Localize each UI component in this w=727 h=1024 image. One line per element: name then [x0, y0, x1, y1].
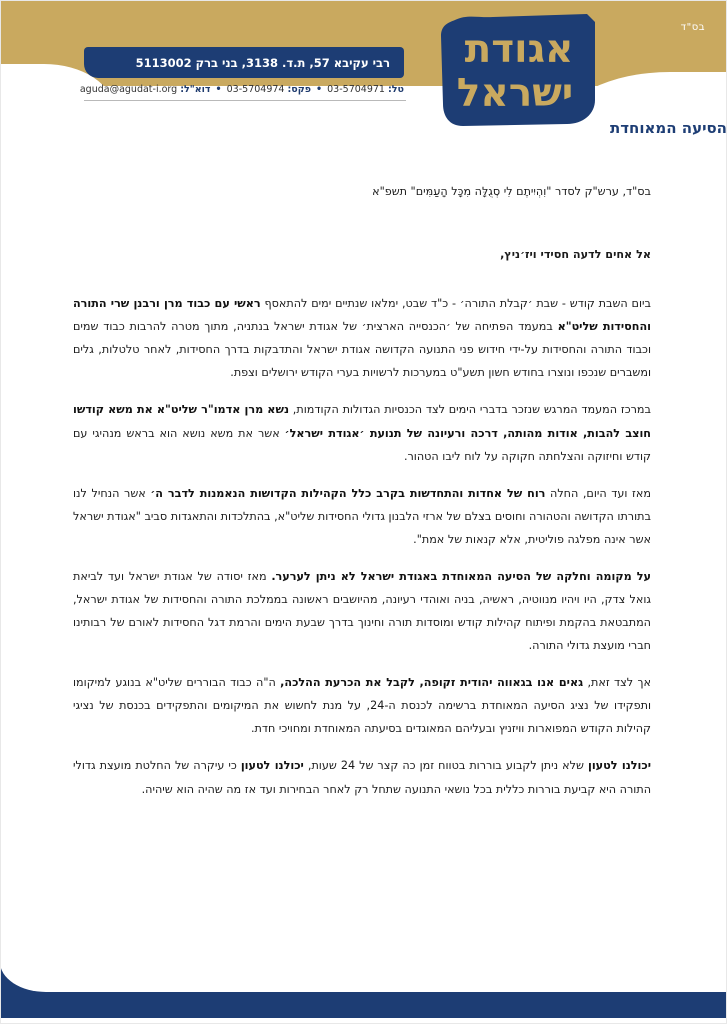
p2-part-c: אשר את משא נושא הוא בראש מנהיגי עם קודש וחיזוקה והצלחתה חקוקה על לוח ליבו הטהור.: [73, 426, 651, 463]
p4-part-b: מאז יסודה של אגודת ישראל ועד לביאת גואל צדק, היו ויהיו מנווטיה, ראשיה, בניה ואוהדי רעיונה, מהיושבים ראשונה בממלכת התורה והחסידות של אגודת ישראל, המתבטאת בהקמת ופיתוח קהילות קודש ומוסדות תורה וחינוך בדרך שבעת הימים והרמת דגל החסידות לאורם של רבותינו חברי מועצת גדולי התורה.: [73, 569, 651, 653]
p5-part-b-bold: גאים אנו בגאווה יהודית זקופה, לקבל את הכרעת ההלכה,: [280, 676, 584, 690]
paragraph-5: [73, 671, 651, 740]
p6-part-a-bold: יכולנו לטעון: [587, 759, 652, 773]
email-label: דוא"ל:: [180, 84, 211, 95]
p5-part-c: ה"ה כבוד הבוררים שליט"א בנוגע למיקומו ותפקידו של נציג הסיעה המאוחדת ברשימה לכנסת ה-24, על מנת לחשוש את המיקומים והתפקידים בכנסת של נציגי קהילות הקודש המפוארות וויזניץ ובעליהם המאוגדים בסיעתה המאוחדת ומחויכי חדת.: [73, 676, 651, 736]
salutation: אל אחים לדעה חסידי ויז׳ניץ,: [500, 248, 651, 262]
contact-separator-2: •: [215, 84, 222, 95]
paragraph-4: [73, 565, 651, 657]
p3-part-a: מאז ועד היום, החלה: [545, 486, 651, 500]
email-value[interactable]: aguda@agudat-i.org: [79, 84, 178, 95]
p3-part-c: אשר הנחיל לנו בתורתו הקדושה והטהורה וחוסים בצלם של ארזי הלבנון גדולי החסידות שליט"א, בהתלכדות והתאגדות סביב "אגודת ישראל אשר אינה מפלגה פוליטית, אלא קנאות של אמת".: [73, 486, 651, 546]
address-text: רבי עקיבא 57, ת.ד. 3138, בני ברק 5113002: [135, 55, 390, 70]
p6-part-d: כי עיקרה של החלטת מועצת גדולי התורה היא קביעת בוררות כללית בכל נושאי התנועה שתחל רק לאחר הבחירות ועד אז מה שהיה הוא שיהיה.: [73, 759, 651, 796]
contact-divider: [84, 100, 406, 101]
p1-part-c: במעמד הפתיחה של ׳הכנסייה הארצית׳ של אגודת ישראל בנתניה, מתוך מטרה להרבות כבוד שמים וכבוד התורה והחסידות על-ידי חידוש פני התנועה הקדושה אגודת ישראל והתדבקות בדרך החסידות, לאחר טלטלות, גלים ומשברים שנכפו ונוצרו בחודש חשון תשע"ט במערכות לרשויות בערי הקודש ירושלים וצפת.: [73, 320, 651, 380]
fax-value: 03-5704974: [226, 84, 285, 95]
p1-part-b-bold: ראשי עם כבוד מרן ורבנן שרי התורה והחסידות שליט"א: [73, 297, 651, 334]
svg-text:ישראל: ישראל: [456, 71, 574, 116]
address-bar: [84, 47, 404, 78]
p2-part-b-bold: נשא מרן אדמו"ר שליט"א את משא קודשו חוצב להבות, אודות מהותה, דרכה ורעיונה של תנועת ׳אגודת ישראל׳: [73, 403, 651, 440]
contact-separator-1: •: [316, 84, 323, 95]
p4-part-a-bold: על מקומה וחלקה של הסיעה המאוחדת באגודת ישראל לא ניתן לערער.: [271, 569, 651, 583]
p5-part-a: אך לצד זאת,: [583, 676, 651, 690]
paragraph-1: [73, 292, 651, 384]
agudat-yisrael-logo: [427, 14, 599, 126]
document-title: הסיעה המאוחדת: [609, 119, 727, 137]
footer-left-curve: [0, 962, 46, 992]
p1-part-a: ביום השבת קודש - שבת ׳קבלת התורה׳ - כ"ד שבט, ימלאו שנתיים ימים להתאסף: [260, 297, 651, 311]
svg-text:אגודת: אגודת: [464, 27, 574, 72]
p6-part-b: שלא ניתן לקבוע בוררות בטווח זמן כה קצר של 24 שעות,: [303, 759, 588, 773]
p3-part-b-bold: רוח של אחדות והתחדשות בקרב כלל הקהילות הקדושות הנאמנות לדבר ה׳: [150, 486, 546, 500]
tel-label: טל:: [388, 84, 404, 95]
paragraph-3: [73, 482, 651, 551]
p6-part-c-bold: יכולנו לטעון: [240, 759, 304, 773]
letter-body: [73, 180, 651, 815]
footer-navy-bar: [0, 992, 727, 1018]
bsd-marker: בס"ד: [680, 22, 705, 33]
tel-value: 03-5704971: [327, 84, 385, 95]
paragraph-6: [73, 754, 651, 800]
date-line: בס"ד, ערש"ק לסדר "וִהְיִיתֶם לִי סְגֻלָּה מִכָּל הָעַמִּים" תשפ"א: [372, 185, 651, 198]
p2-part-a: במרכז המעמד המרגש שנזכר בדברי הימים לצד הכנסיות הגדולות הקודמות,: [289, 403, 651, 417]
fax-label: פקס:: [287, 84, 311, 95]
paragraph-2: [73, 398, 651, 467]
contact-line: [79, 84, 404, 95]
